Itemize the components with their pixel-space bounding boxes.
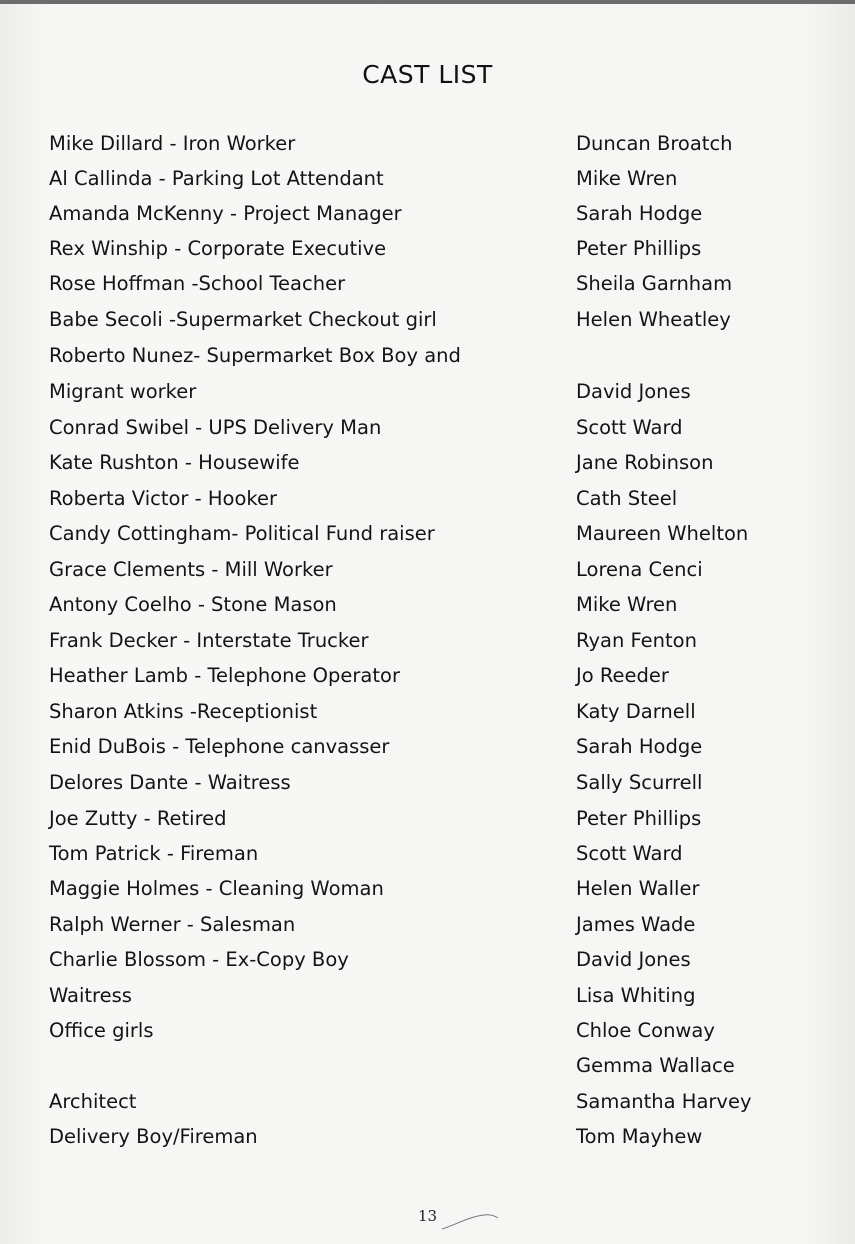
cast-row — [0, 269, 855, 299]
cast-row — [0, 1016, 855, 1046]
role-name: Delores Dante - Waitress — [49, 771, 291, 794]
cast-row — [0, 377, 855, 407]
cast-row — [0, 981, 855, 1011]
role-name: Heather Lamb - Telephone Operator — [49, 664, 400, 687]
role-name: Rex Winship - Corporate Executive — [49, 237, 387, 260]
cast-row — [0, 1087, 855, 1117]
role-name: Ralph Werner - Salesman — [49, 913, 296, 936]
actor-name: Tom Mayhew — [576, 1125, 703, 1148]
role-name: Al Callinda - Parking Lot Attendant — [49, 167, 384, 190]
actor-name: Jane Robinson — [576, 451, 714, 474]
cast-row — [0, 804, 855, 834]
cast-row — [0, 590, 855, 620]
cast-row — [0, 484, 855, 514]
cast-row — [0, 626, 855, 656]
role-name: Amanda McKenny - Project Manager — [49, 202, 402, 225]
cast-row — [0, 945, 855, 975]
cast-row — [0, 519, 855, 549]
actor-name: Maureen Whelton — [576, 522, 749, 545]
actor-name: Peter Phillips — [576, 237, 702, 260]
actor-name: Sarah Hodge — [576, 735, 703, 758]
role-name: Office girls — [49, 1019, 154, 1042]
pencil-mark — [440, 1213, 500, 1233]
actor-name: Katy Darnell — [576, 700, 696, 723]
cast-row — [0, 1122, 855, 1152]
cast-row — [0, 768, 855, 798]
actor-name: Ryan Fenton — [576, 629, 697, 652]
page-top-edge — [0, 0, 855, 4]
role-name: Rose Hoffman -School Teacher — [49, 272, 346, 295]
cast-row — [0, 413, 855, 443]
actor-name: Scott Ward — [576, 416, 683, 439]
role-name: Tom Patrick - Fireman — [49, 842, 259, 865]
role-name: Migrant worker — [49, 380, 197, 403]
role-name: Waitress — [49, 984, 132, 1007]
actor-name: Samantha Harvey — [576, 1090, 752, 1113]
actor-name: Chloe Conway — [576, 1019, 715, 1042]
cast-row — [0, 448, 855, 478]
role-name: Mike Dillard - Iron Worker — [49, 132, 296, 155]
actor-name: Peter Phillips — [576, 807, 702, 830]
actor-name: Mike Wren — [576, 167, 678, 190]
actor-name: Lorena Cenci — [576, 558, 703, 581]
cast-row — [0, 129, 855, 159]
cast-row — [0, 164, 855, 194]
role-name: Kate Rushton - Housewife — [49, 451, 300, 474]
actor-name: Lisa Whiting — [576, 984, 696, 1007]
actor-name: Sheila Garnham — [576, 272, 733, 295]
role-name: Grace Clements - Mill Worker — [49, 558, 333, 581]
actor-name: Cath Steel — [576, 487, 678, 510]
actor-name: Sally Scurrell — [576, 771, 703, 794]
role-name: Sharon Atkins -Receptionist — [49, 700, 318, 723]
role-name: Charlie Blossom - Ex-Copy Boy — [49, 948, 349, 971]
role-name: Joe Zutty - Retired — [49, 807, 227, 830]
role-name: Roberto Nunez- Supermarket Box Boy and — [49, 344, 461, 367]
actor-name: Sarah Hodge — [576, 202, 703, 225]
role-name: Frank Decker - Interstate Trucker — [49, 629, 369, 652]
role-name: Candy Cottingham- Political Fund raiser — [49, 522, 435, 545]
cast-row — [0, 199, 855, 229]
role-name: Enid DuBois - Telephone canvasser — [49, 735, 390, 758]
role-name: Conrad Swibel - UPS Delivery Man — [49, 416, 382, 439]
role-name: Delivery Boy/Fireman — [49, 1125, 258, 1148]
role-name: Architect — [49, 1090, 137, 1113]
actor-name: Helen Wheatley — [576, 308, 731, 331]
actor-name: David Jones — [576, 380, 691, 403]
cast-row — [0, 732, 855, 762]
actor-name: Jo Reeder — [576, 664, 669, 687]
cast-row — [0, 555, 855, 585]
cast-row — [0, 874, 855, 904]
role-name: Babe Secoli -Supermarket Checkout girl — [49, 308, 437, 331]
actor-name: Gemma Wallace — [576, 1054, 735, 1077]
actor-name: Mike Wren — [576, 593, 678, 616]
page-number: 13 — [417, 1207, 438, 1225]
cast-row — [0, 697, 855, 727]
cast-row — [0, 661, 855, 691]
role-name: Antony Coelho - Stone Mason — [49, 593, 337, 616]
cast-row — [0, 234, 855, 264]
actor-name: James Wade — [576, 913, 696, 936]
role-name: Maggie Holmes - Cleaning Woman — [49, 877, 384, 900]
actor-name: Duncan Broatch — [576, 132, 733, 155]
cast-row — [0, 305, 855, 335]
role-name: Roberta Victor - Hooker — [49, 487, 278, 510]
actor-name: Scott Ward — [576, 842, 683, 865]
cast-row — [0, 910, 855, 940]
cast-row — [0, 1051, 855, 1081]
actor-name: Helen Waller — [576, 877, 700, 900]
page-title: CAST LIST — [362, 60, 493, 89]
actor-name: David Jones — [576, 948, 691, 971]
cast-row — [0, 839, 855, 869]
cast-row — [0, 341, 855, 371]
